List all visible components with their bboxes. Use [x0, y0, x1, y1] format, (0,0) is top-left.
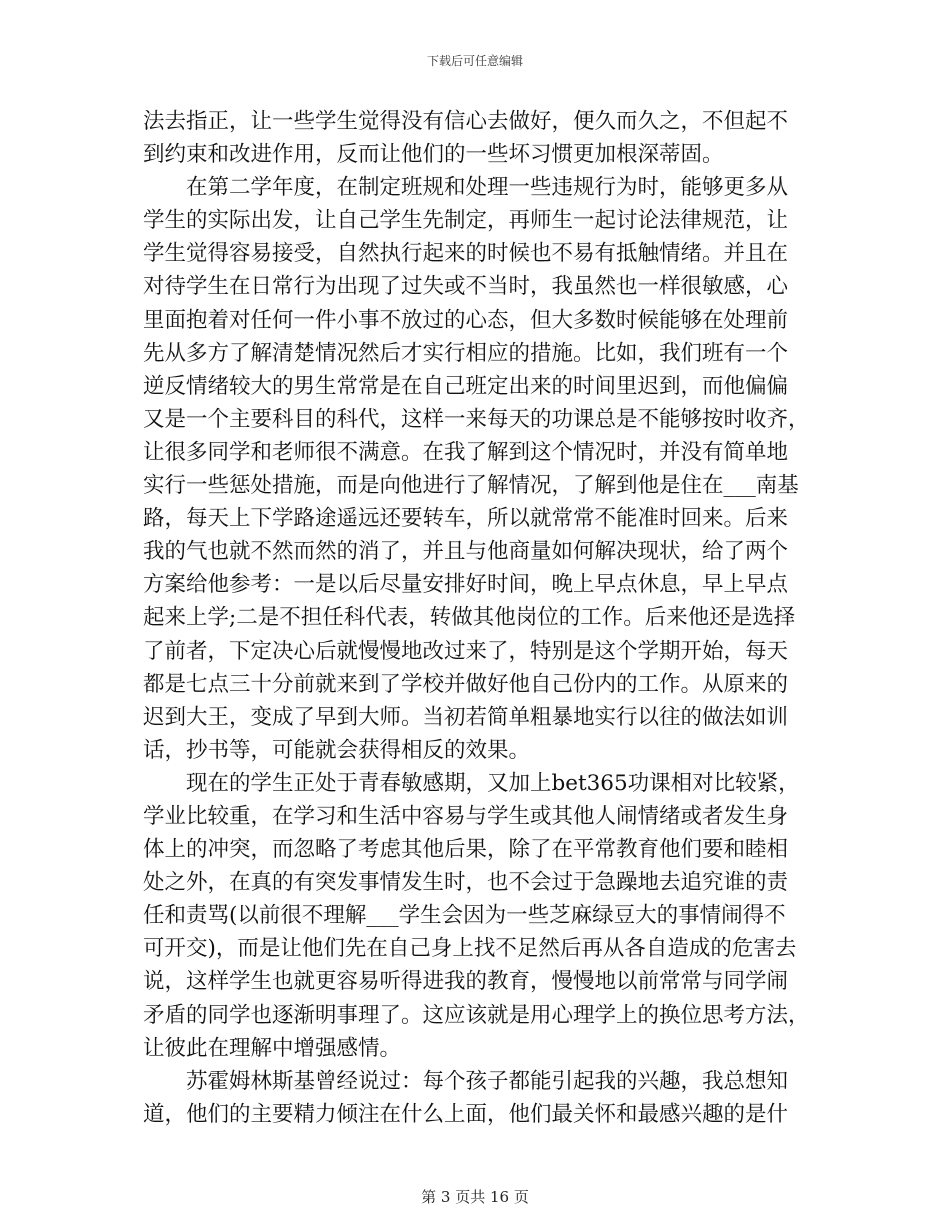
text-line: 到约束和改进作用，反而让他们的一些坏习惯更加根深蒂固。: [143, 142, 724, 168]
body-text: [143, 105, 810, 1131]
text-line: 可开交)，而是让他们先在自己身上找不足然后再从各自造成的危害去: [143, 936, 797, 962]
page-number-footer: 第 3 页共 16 页: [421, 1188, 529, 1206]
text-line: 道，他们的主要精力倾注在什么上面，他们最关怀和最感兴趣的是什: [143, 1101, 789, 1127]
text-line: 迟到大王，变成了早到大师。当初若简单粗暴地实行以往的做法如训: [143, 704, 789, 730]
paragraph-start-line: 苏霍姆林斯基曾经说过：每个孩子都能引起我的兴趣，我总想知: [186, 1068, 789, 1094]
page-header: 下载后可任意编辑: [426, 54, 523, 68]
text-line: 起来上学;二是不担任科代表，转做其他岗位的工作。后来他还是选择: [143, 605, 796, 631]
text-line: 体上的冲突，而忽略了考虑其他后果，除了在平常教育他们要和睦相: [143, 837, 789, 863]
text-line: 让很多同学和老师很不满意。在我了解到这个情况时，并没有简单地: [143, 439, 789, 465]
text-line: 学生的实际出发，让自己学生先制定，再师生一起讨论法律规范，让: [143, 208, 789, 234]
text-line: 里面抱着对任何一件小事不放过的心态，但大多数时候能够在处理前: [143, 307, 789, 333]
text-line: 实行一些惩处措施，而是向他进行了解情况，了解到他是住在___南基: [143, 473, 799, 499]
paragraph-start-line: 现在的学生正处于青春敏感期，又加上bet365功课相对比较紧，: [186, 770, 800, 796]
text-line: 逆反情绪较大的男生常常是在自己班定出来的时间里迟到，而他偏偏: [143, 373, 789, 399]
text-line: 又是一个主要科目的科代，这样一来每天的功课总是不能够按时收齐，: [143, 406, 810, 432]
paragraph-start-line: 在第二学年度，在制定班规和处理一些违规行为时，能够更多从: [186, 175, 789, 201]
text-line: 让彼此在理解中增强感情。: [143, 1035, 402, 1061]
text-line: 任和责骂(以前很不理解___学生会因为一些芝麻绿豆大的事情闹得不: [143, 903, 786, 929]
text-line: 了前者，下定决心后就慢慢地改过来了，特别是这个学期开始，每天: [143, 638, 789, 664]
text-line: 处之外，在真的有突发事情发生时，也不会过于急躁地去追究谁的责: [143, 870, 789, 896]
text-line: 学生觉得容易接受，自然执行起来的时候也不易有抵触情绪。并且在: [143, 241, 789, 267]
text-line: 路，每天上下学路途遥远还要转车，所以就常常不能准时回来。后来: [143, 506, 789, 532]
text-line: 说，这样学生也就更容易听得进我的教育，慢慢地以前常常与同学闹: [143, 969, 789, 995]
text-line: 矛盾的同学也逐渐明事理了。这应该就是用心理学上的换位思考方法，: [143, 1002, 810, 1028]
text-line: 话，抄书等，可能就会获得相反的效果。: [143, 737, 531, 763]
text-line: 对待学生在日常行为出现了过失或不当时，我虽然也一样很敏感，心: [143, 274, 789, 300]
text-line: 法去指正，让一些学生觉得没有信心去做好，便久而久之，不但起不: [143, 109, 789, 134]
text-line: 都是七点三十分前就来到了学校并做好他自己份内的工作。从原来的: [143, 671, 789, 697]
text-line: 先从多方了解清楚情况然后才实行相应的措施。比如，我们班有一个: [143, 340, 789, 366]
text-line: 方案给他参考：一是以后尽量安排好时间，晚上早点休息，早上早点: [143, 572, 789, 598]
text-line: 学业比较重，在学习和生活中容易与学生或其他人闹情绪或者发生身: [143, 803, 789, 829]
text-line: 我的气也就不然而然的消了，并且与他商量如何解决现状，给了两个: [143, 539, 789, 565]
